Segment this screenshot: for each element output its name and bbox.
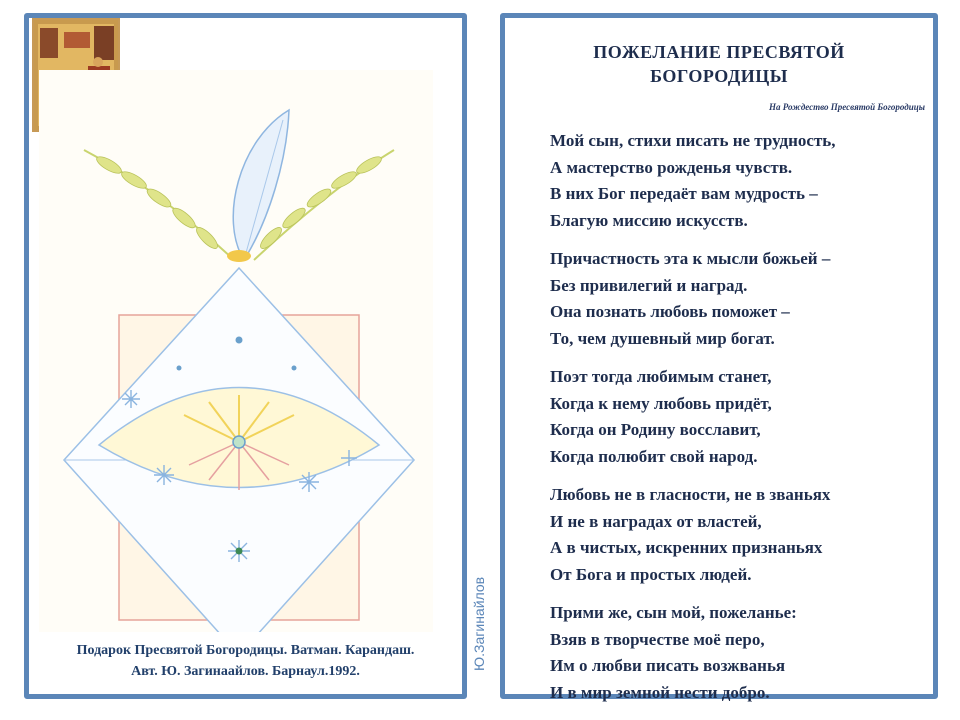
poem-line: А в чистых, искренних признаньях — [550, 538, 823, 557]
caption-line-1: Подарок Пресвятой Богородицы. Ватман. Карандаш. — [76, 643, 415, 658]
poem-line: То, чем душевный мир богат. — [550, 328, 775, 348]
poem-line: Мой сын, стихи писать не трудность, — [550, 131, 836, 150]
poem-line: И в мир земной нести добро. — [550, 682, 770, 702]
poem-line: В них Бог передаёт вам мудрость – — [550, 184, 818, 203]
poem-line: Когда полюбит свой народ. — [550, 446, 758, 466]
poem-line: Любовь не в гласности, не в званьях — [550, 485, 831, 504]
poem-line: Поэт тогда любимым станет, — [550, 367, 772, 386]
stanza — [550, 600, 930, 706]
poem-panel — [500, 13, 938, 702]
poem-line: Им о любви писать возжванья — [550, 656, 786, 675]
poem-body — [550, 128, 930, 718]
poem-subtitle: На Рождество Пресвятой Богородицы — [769, 102, 925, 112]
poem-line: Благую миссию искусств. — [550, 210, 748, 230]
stanza — [550, 246, 930, 352]
stanza — [550, 482, 930, 588]
stanza — [550, 364, 930, 470]
poem-title-line-2: БОГОРОДИЦЫ — [650, 66, 788, 86]
poem-title-line-1: ПОЖЕЛАНИЕ ПРЕСВЯТОЙ — [593, 42, 845, 62]
poem-title — [505, 40, 933, 88]
poem-line: Она познать любовь поможет – — [550, 302, 790, 321]
poem-line: От Бога и простых людей. — [550, 564, 752, 584]
poem-line: А мастерство рожденья чувств. — [550, 157, 793, 177]
poem-line: Причастность эта к мысли божьей – — [550, 249, 831, 268]
pencil-drawing — [39, 70, 433, 640]
artwork-panel — [24, 13, 467, 699]
poem-line: И не в наградах от властей, — [550, 511, 762, 531]
poem-line: Взяв в творчестве моё перо, — [550, 629, 765, 649]
poem-line: Без привилегий и наград. — [550, 275, 748, 295]
poem-line: Когда он Родину восславит, — [550, 420, 761, 439]
poem-line: Прими же, сын мой, пожеланье: — [550, 603, 797, 622]
stanza — [550, 128, 930, 234]
vertical-author-name: Ю.Загинайлов — [471, 576, 487, 671]
poem-line: Когда к нему любовь придёт, — [550, 393, 772, 413]
artwork-caption — [29, 632, 462, 694]
caption-line-2: Авт. Ю. Загинаайлов. Барнаул.1992. — [131, 664, 360, 679]
